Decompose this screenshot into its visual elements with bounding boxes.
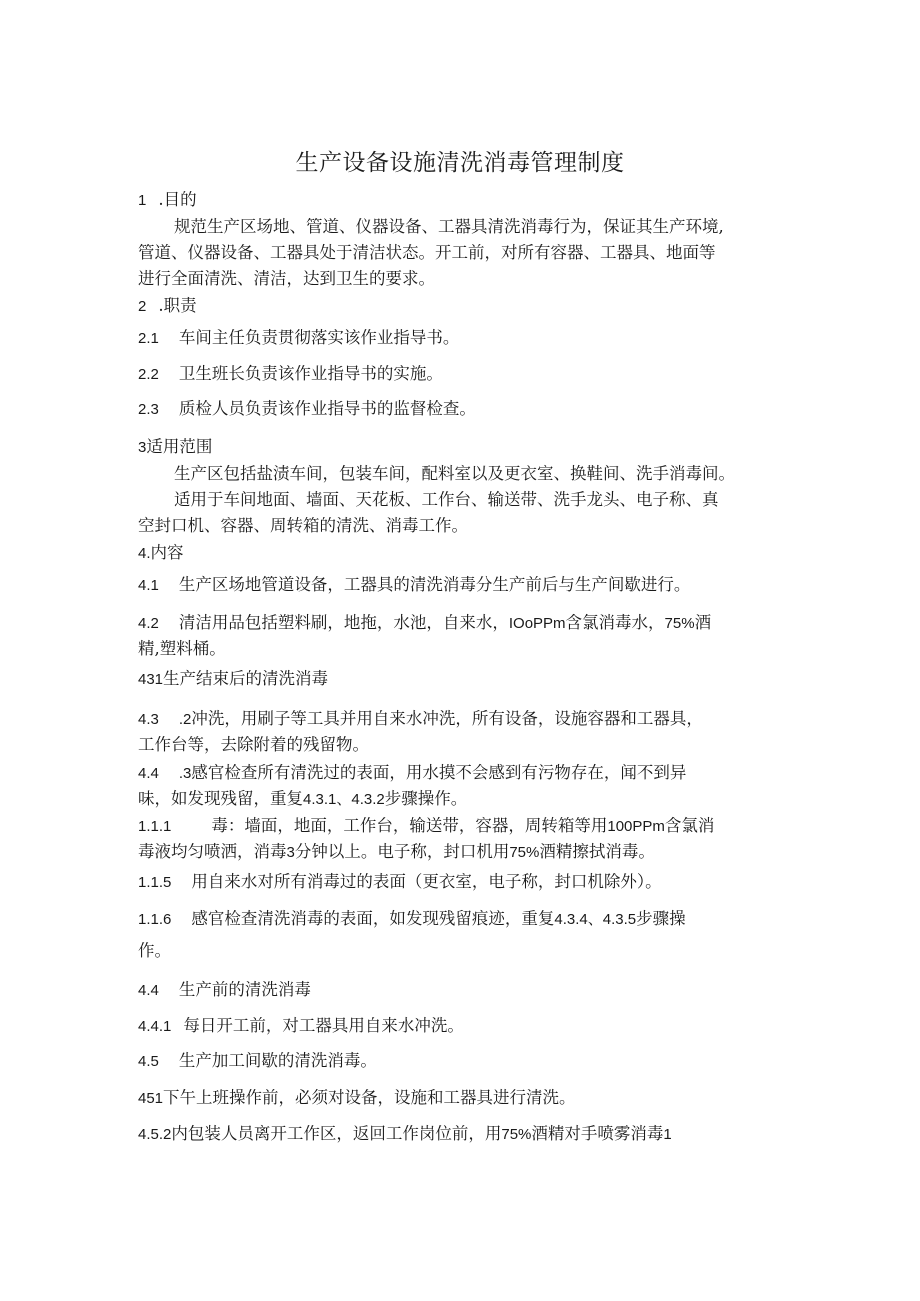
item-text: 质检人员负责该作业指导书的监督检查。 [178, 399, 476, 418]
list-item [138, 1085, 798, 1112]
section-number: 3 [138, 439, 147, 456]
item-text: 清洁用品包括塑料刷，地拖，水池，自来水， [178, 613, 509, 632]
concentration-value: 100PPm [607, 818, 665, 835]
list-item [138, 1013, 798, 1040]
count-value: 1 [663, 1126, 672, 1143]
item-number: 2.2 [138, 366, 159, 383]
item-text: 内包装人员离开工作区，返回工作岗位前，用 [171, 1124, 502, 1143]
list-item [138, 396, 798, 423]
item-text: 生产前的清洗消毒 [178, 980, 311, 999]
list-item [138, 1048, 798, 1075]
item-text: 毒液均匀喷洒，消毒 [138, 842, 287, 861]
step-reference: 4.3.4、4.3.5 [554, 911, 637, 928]
list-item [138, 869, 798, 896]
paragraph-line: 精,塑料桶。 [138, 639, 226, 658]
paragraph-line: 进行全面清洗、清洁，达到卫生的要求。 [138, 269, 435, 288]
item-text: 含氯消毒水， [565, 613, 665, 632]
section-number: 2 [138, 298, 147, 315]
document-title: 生产设备设施清洗消毒管理制度 [295, 150, 625, 176]
item-text: 生产加工间歇的清洗消毒。 [178, 1051, 377, 1070]
item-text: 用自来水对所有消毒过的表面（更衣室，电子称，封口机除外）。 [191, 872, 662, 891]
item-text: 每日开工前，对工器具用自来水冲洗。 [183, 1016, 464, 1035]
sub-number: .2 [178, 711, 192, 728]
item-number: 4.4 [138, 982, 159, 999]
item-number: 4.5 [138, 1053, 159, 1070]
section-number: 4. [138, 545, 151, 562]
item-text: 酒精对手喷雾消毒 [531, 1124, 664, 1143]
item-number: 2.3 [138, 401, 159, 418]
item-text: 毒：墙面，地面，工作台，输送带，容器，周转箱等用 [211, 816, 608, 835]
item-text: 感官检查所有清洗过的表面，用水摸不会感到有污物存在，闻不到异 [191, 763, 687, 782]
list-item [138, 813, 798, 840]
item-text: 车间主任负责贯彻落实该作业指导书。 [178, 328, 460, 347]
item-number: 431 [138, 671, 164, 688]
item-text: 生产区场地管道设备，工器具的清洗消毒分生产前后与生产间歇进行。 [178, 575, 691, 594]
section-title: .目的 [158, 190, 197, 209]
item-number: 4.2 [138, 615, 159, 632]
list-item [138, 906, 798, 933]
paragraph-line: 空封口机、容器、周转箱的清洗、消毒工作。 [138, 516, 468, 535]
item-text: 步骤操作。 [384, 789, 468, 808]
percent-value: 75% [509, 844, 540, 861]
item-text: 味，如发现残留，重复 [138, 789, 303, 808]
section-number: 1 [138, 192, 147, 209]
paragraph-line: 工作台等，去除附着的残留物。 [138, 735, 369, 754]
item-text: 感官检查清洗消毒的表面，如发现残留痕迹，重复 [191, 909, 555, 928]
list-item [138, 977, 798, 1004]
item-text: 含氯消 [664, 816, 715, 835]
section-title: 适用范围 [146, 437, 213, 456]
list-item [138, 325, 798, 352]
paragraph-line: 规范生产区场地、管道、仪器设备、工器具清洗消毒行为，保证其生产环境, [174, 217, 724, 236]
paragraph-line [138, 839, 798, 866]
item-number: 4.1 [138, 577, 159, 594]
item-number: 2.1 [138, 330, 159, 347]
list-item [138, 760, 798, 787]
paragraph-line: 生产区包括盐渍车间，包装车间，配料室以及更衣室、换鞋间、洗手消毒间。 [174, 464, 735, 483]
item-number: 1.1.5 [138, 874, 172, 891]
section-2-heading [138, 293, 798, 320]
item-text: 分钟以上。电子称，封口机用 [294, 842, 510, 861]
item-number: 451 [138, 1090, 164, 1107]
item-number: 4.5.2 [138, 1126, 172, 1143]
percent-value: 75% [501, 1126, 532, 1143]
list-item [138, 572, 798, 599]
item-number: 1.1.6 [138, 911, 172, 928]
paragraph-line: 适用于车间地面、墙面、天花板、工作台、输送带、洗手龙头、电子称、真 [174, 490, 719, 509]
section-title: .职责 [158, 296, 197, 315]
item-text: 下午上班操作前，必须对设备，设施和工器具进行清洗。 [163, 1088, 576, 1107]
item-number: 4.4.1 [138, 1018, 172, 1035]
paragraph-line: 管道、仪器设备、工器具处于清洁状态。开工前，对所有容器、工器具、地面等 [138, 243, 716, 262]
percent-value: 75% [664, 615, 695, 632]
section-4-heading [138, 540, 798, 567]
sub-number: .3 [178, 765, 192, 782]
section-3-heading [138, 434, 798, 461]
item-number: 4.3 [138, 711, 159, 728]
section-title: 内容 [150, 543, 184, 562]
item-text: 冲洗，用刷子等工具并用自来水冲洗，所有设备，设施容器和工器具， [191, 709, 703, 728]
item-text: 生产结束后的清洗消毒 [163, 669, 329, 688]
list-item [138, 361, 798, 388]
list-item [138, 610, 798, 637]
paragraph-line: 作。 [138, 941, 171, 960]
list-item [138, 666, 798, 693]
section-1-heading [138, 187, 798, 214]
item-text: 步骤操 [636, 909, 686, 928]
list-item [138, 1121, 798, 1148]
item-number: 1.1.1 [138, 818, 172, 835]
minutes-value: 3 [286, 844, 295, 861]
paragraph-line [138, 786, 798, 813]
list-item [138, 706, 798, 733]
concentration-value: IOoPPm [508, 615, 566, 632]
item-text: 酒 [694, 613, 712, 632]
item-text: 酒精擦拭消毒。 [539, 842, 655, 861]
item-text: 卫生班长负责该作业指导书的实施。 [178, 364, 443, 383]
item-number: 4.4 [138, 765, 159, 782]
step-reference: 4.3.1、4.3.2 [303, 791, 385, 808]
